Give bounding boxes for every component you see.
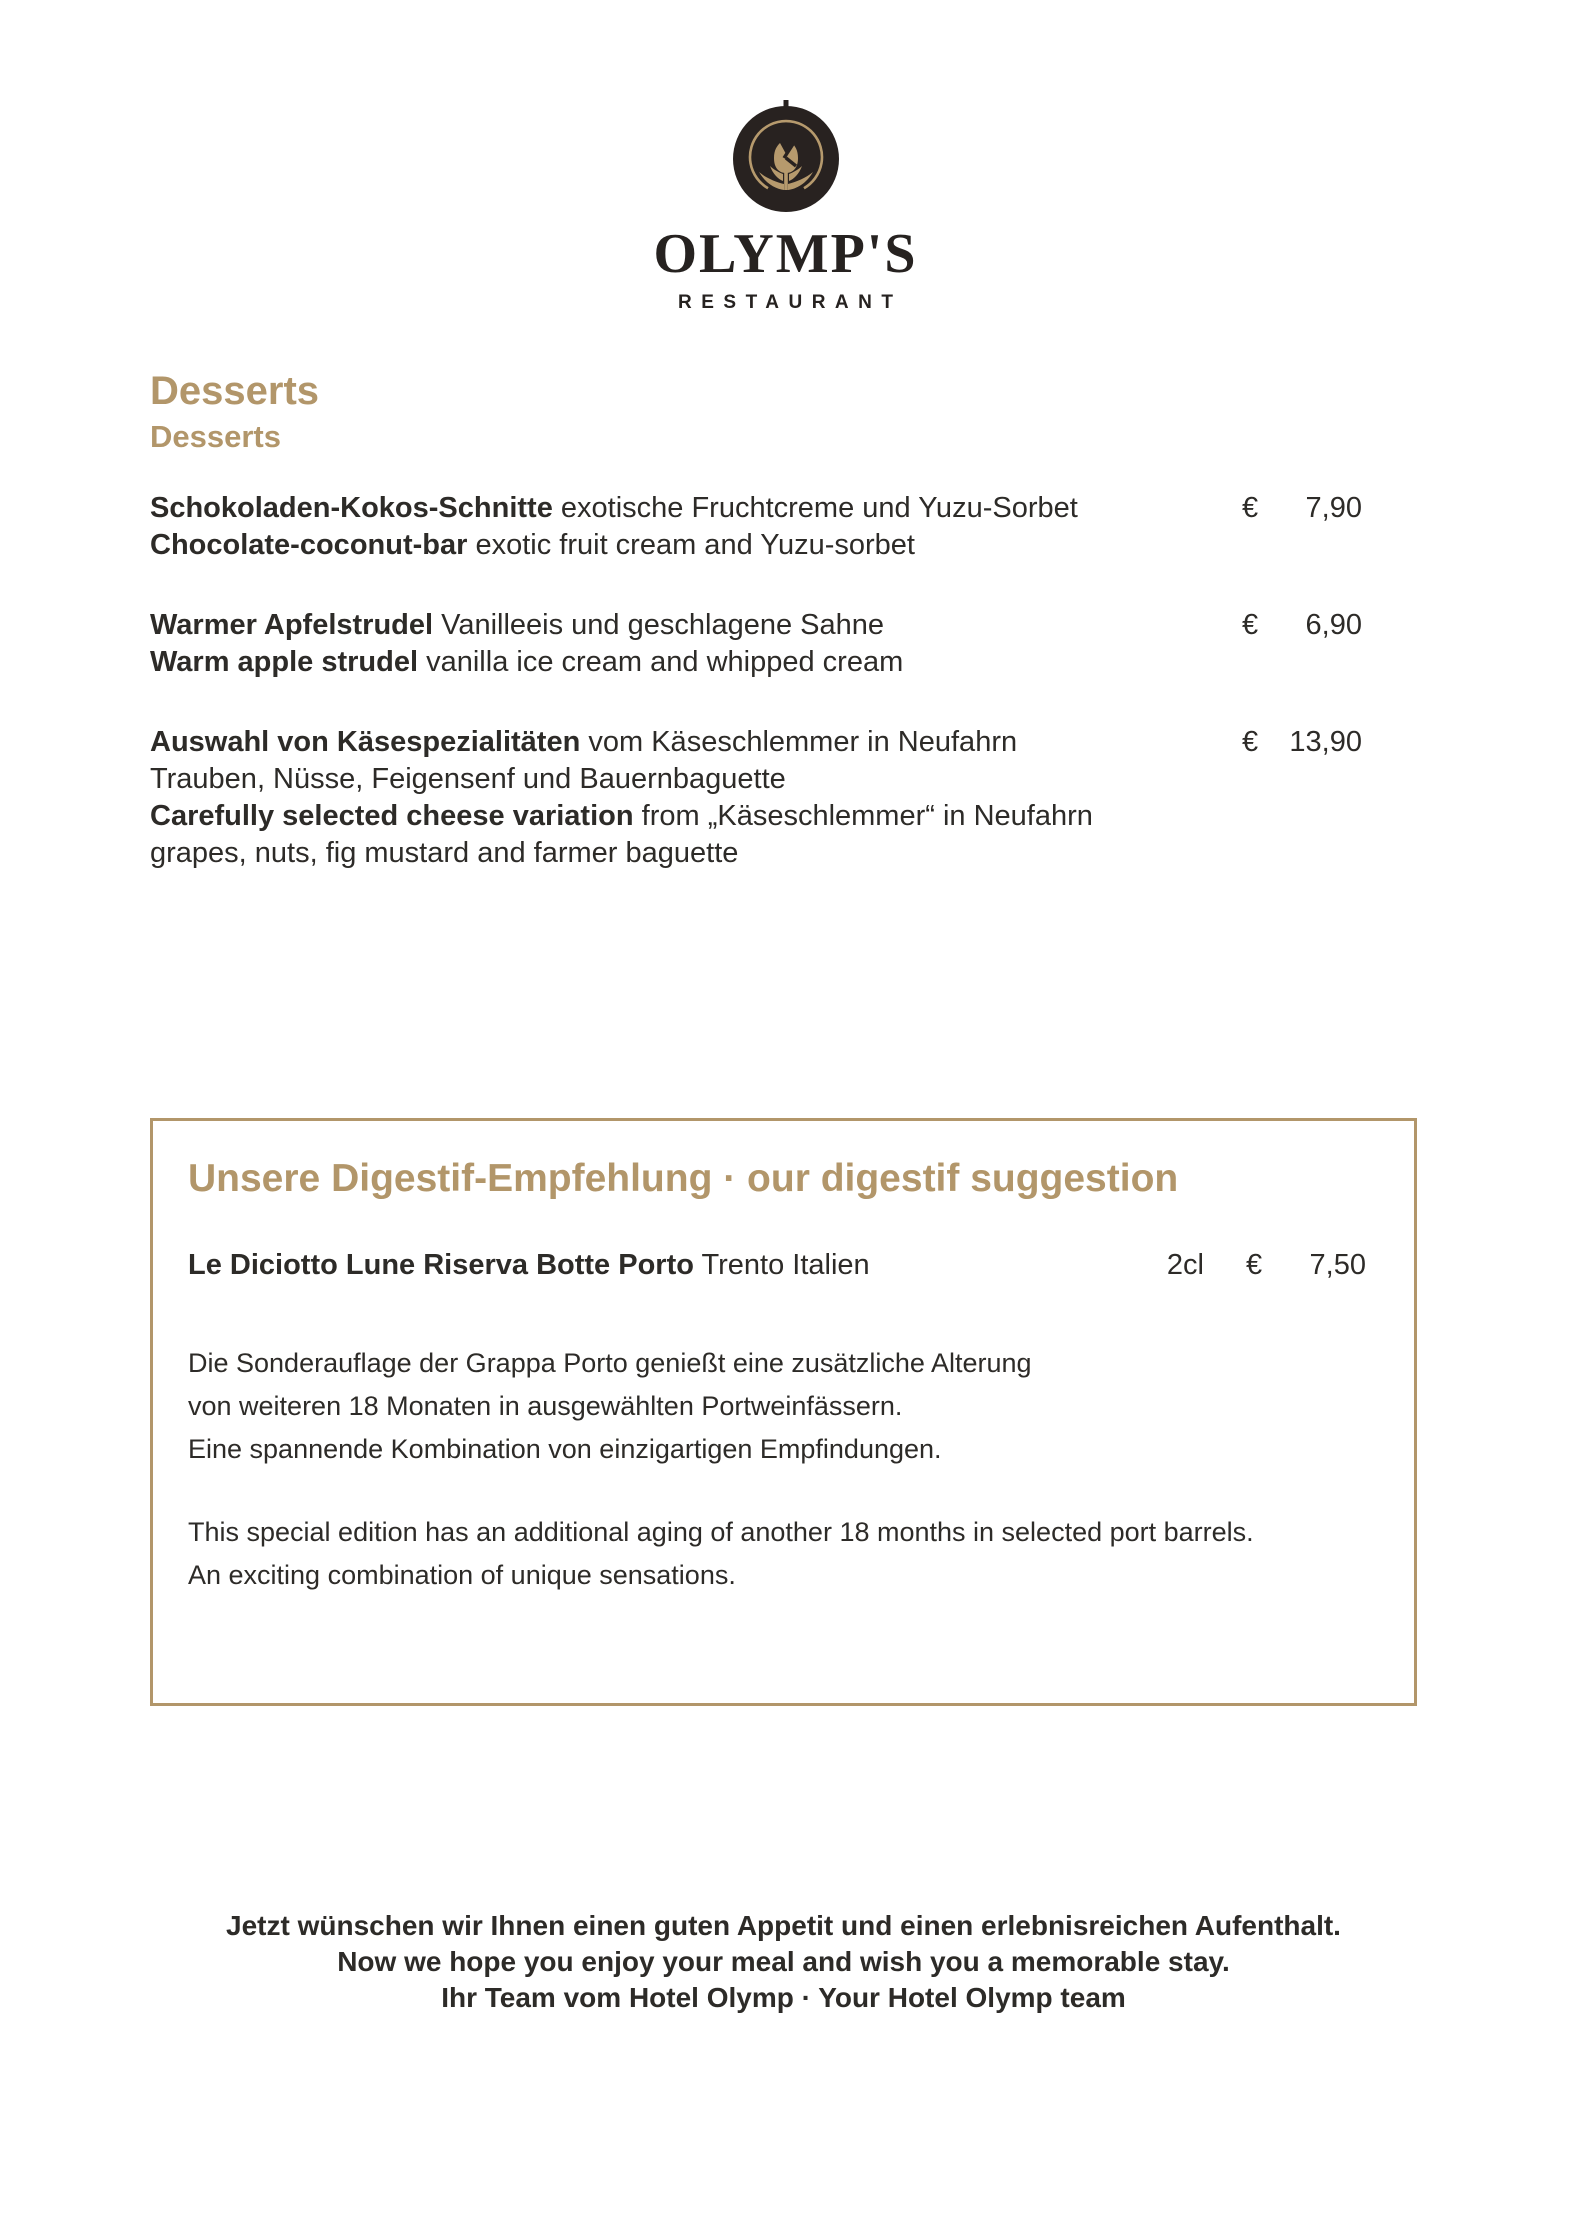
item-desc-de: Vanilleeis und geschlagene Sahne: [441, 608, 884, 641]
brand-name: OLYMP'S: [653, 223, 918, 285]
menu-item-chocolate-coconut-bar: [150, 490, 1417, 564]
item-title-row: [150, 490, 1417, 527]
brand-tagline: RESTAURANT: [678, 292, 903, 313]
item-desc-en: exotic fruit cream and Yuzu-sorbet: [475, 528, 915, 561]
digestif-item-name: Le Diciotto Lune Riserva Botte Porto: [188, 1249, 694, 1282]
section-title-en: Desserts: [150, 419, 281, 454]
item-desc-en: from „Käseschlemmer“ in Neufahrn: [641, 799, 1093, 832]
item-name-de: Auswahl von Käsespezialitäten: [150, 725, 581, 758]
digestif-de-line-3: Eine spannende Kombination von einzigartigen Empfindungen.: [188, 1434, 942, 1465]
tulip-logo-icon: [730, 100, 842, 214]
content-column: [150, 368, 1417, 2016]
digestif-title: Unsere Digestif-Empfehlung · our digestif suggestion: [188, 1156, 1179, 1200]
dessert-menu-list: [150, 490, 1417, 872]
euro-sign: €: [1242, 608, 1259, 641]
footer-line-de: Jetzt wünschen wir Ihnen einen guten Appetit und einen erlebnisreichen Aufenthalt.: [226, 1909, 1341, 1941]
price-amount: 6,90: [1305, 608, 1362, 641]
item-desc-de: vom Käseschlemmer in Neufahrn: [588, 725, 1018, 758]
item-name-en: Carefully selected cheese variation: [150, 799, 634, 832]
item-name-en: Chocolate-coconut-bar: [150, 528, 468, 561]
logo-block: [0, 0, 1571, 312]
item-desc-en-line2: grapes, nuts, fig mustard and farmer baguette: [150, 836, 739, 869]
item-name-en: Warm apple strudel: [150, 645, 419, 678]
digestif-de-line-1: Die Sonderauflage der Grappa Porto genießt eine zusätzliche Alterung: [188, 1348, 1032, 1379]
digestif-box: [150, 1118, 1417, 1706]
digestif-en-line-1: This special edition has an additional aging of another 18 months in selected port barrels.: [188, 1517, 1254, 1548]
item-name-de: Warmer Apfelstrudel: [150, 608, 434, 641]
footer-line-team: Ihr Team vom Hotel Olymp · Your Hotel Olymp team: [441, 1981, 1126, 2013]
digestif-price: [1246, 1247, 1366, 1284]
item-price: [1242, 607, 1362, 644]
digestif-de-line-2: von weiteren 18 Monaten in ausgewählten Portweinfässern.: [188, 1391, 903, 1422]
price-amount: 7,90: [1305, 491, 1362, 524]
menu-item-apple-strudel: [150, 607, 1417, 681]
item-price: [1242, 490, 1362, 527]
footer-greeting: [150, 1908, 1417, 2016]
item-title-line: [150, 607, 1242, 644]
digestif-description-en: [188, 1511, 1366, 1597]
digestif-item-line: [188, 1247, 1167, 1284]
item-desc-en: vanilla ice cream and whipped cream: [426, 645, 904, 678]
digestif-item-desc: Trento Italien: [701, 1249, 870, 1282]
item-title-line: [150, 724, 1242, 761]
item-desc-de: exotische Fruchtcreme und Yuzu-Sorbet: [560, 491, 1078, 524]
digestif-volume: 2cl: [1166, 1249, 1204, 1282]
footer-line-en: Now we hope you enjoy your meal and wish you a memorable stay.: [337, 1945, 1230, 1977]
item-title-row: [150, 724, 1417, 761]
digestif-en-line-2: An exciting combination of unique sensations.: [188, 1560, 736, 1591]
item-title-line: [150, 490, 1242, 527]
price-amount: 7,50: [1309, 1249, 1366, 1282]
euro-sign: €: [1242, 491, 1259, 524]
item-translation-line: [150, 798, 1417, 835]
section-title-de: Desserts: [150, 369, 320, 413]
price-amount: 13,90: [1289, 725, 1362, 758]
menu-item-cheese-variation: [150, 724, 1417, 872]
digestif-item-row: [188, 1247, 1366, 1284]
item-desc-de-line2: Trauben, Nüsse, Feigensenf und Bauernbaguette: [150, 762, 786, 795]
section-heading: [150, 368, 1417, 455]
item-title-row: [150, 607, 1417, 644]
euro-sign: €: [1246, 1249, 1263, 1282]
item-name-de: Schokoladen-Kokos-Schnitte: [150, 491, 553, 524]
item-translation-line: [150, 527, 1417, 564]
euro-sign: €: [1242, 725, 1259, 758]
item-price: [1242, 724, 1362, 761]
digestif-description-de: [188, 1342, 1366, 1471]
item-translation-line: [150, 644, 1417, 681]
